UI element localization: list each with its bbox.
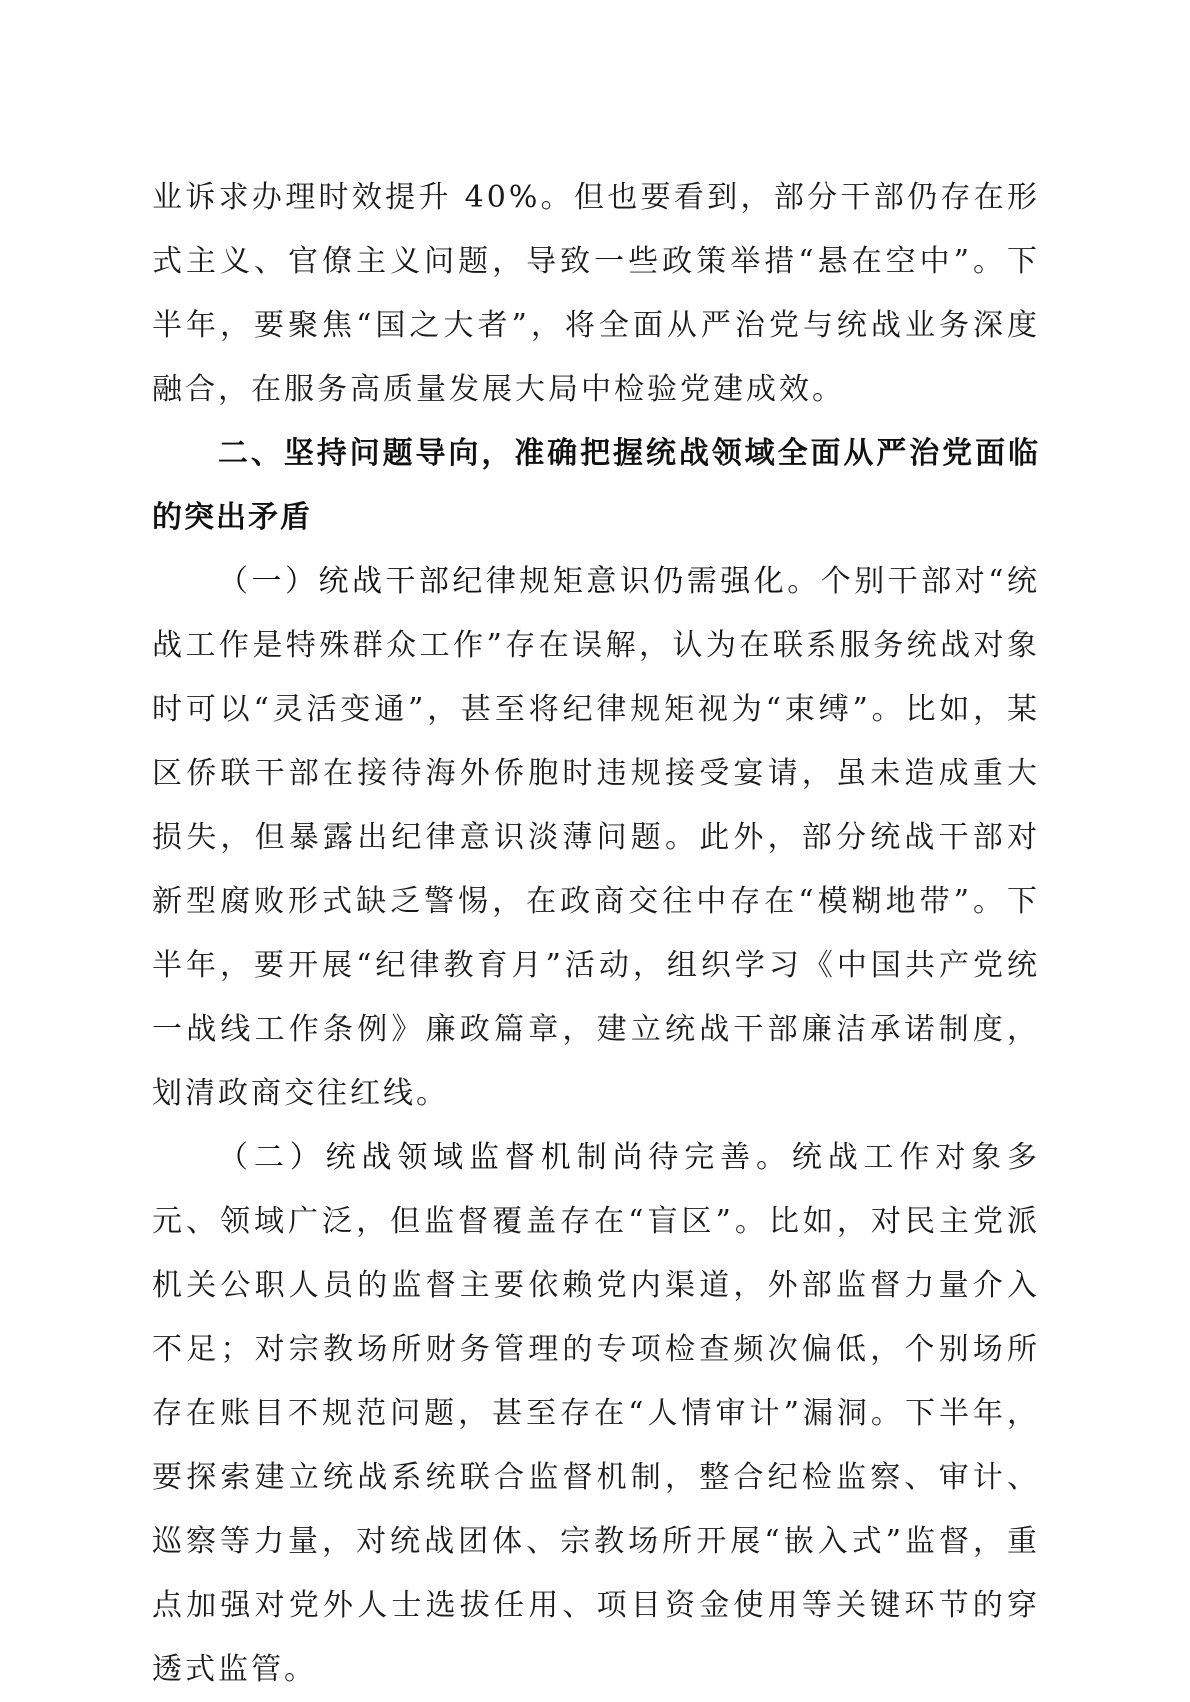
item-body-1: 个别干部对“统战工作是特殊群众工作”存在误解，认为在联系服务统战对象时可以“灵活变通”，甚至将纪律规矩视为“束缚”。比如，某区侨联干部在接待海外侨胞时违规接受宴请，虽未造成重大损失，但暴露出纪律意识淡薄问题。此外，部分统战干部对新型腐败形式缺乏警惕，在政商交往中存在“模糊地带”。下半年，要开展“纪律教育月”活动，组织学习《中国共产党统一战线工作条例》廉政篇章，建立统战干部廉洁承诺制度，划清政商交往红线。 <box>152 564 1041 1111</box>
continued-paragraph: 业诉求办理时效提升 40%。但也要看到，部分干部仍存在形式主义、官僚主义问题，导致一些政策举措“悬在空中”。下半年，要聚焦“国之大者”，将全面从严治党与统战业务深度融合，在服务高质量发展大局中检验党建成效。 <box>152 180 1040 407</box>
item-heading-1: （一）统战干部纪律规矩意识仍需强化。 <box>218 564 821 599</box>
item-paragraph-1 <box>152 550 1040 1126</box>
item-heading-2: （二）统战领域监督机制尚待完善。 <box>218 1140 792 1175</box>
document-body <box>152 166 1040 1702</box>
section-heading: 二、坚持问题导向，准确把握统战领域全面从严治党面临的突出矛盾 <box>152 436 1040 535</box>
item-body-2: 统战工作对象多元、领域广泛，但监督覆盖存在“盲区”。比如，对民主党派机关公职人员的监督主要依赖党内渠道，外部监督力量介入不足；对宗教场所财务管理的专项检查频次偏低，个别场所存在账目不规范问题，甚至存在“人情审计”漏洞。下半年，要探索建立统战系统联合监督机制，整合纪检监察、审计、巡察等力量，对统战团体、宗教场所开展“嵌入式”监督，重点加强对党外人士选拔任用、项目资金使用等关键环节的穿透式监管。 <box>152 1140 1041 1687</box>
item-paragraph-2 <box>152 1126 1040 1702</box>
